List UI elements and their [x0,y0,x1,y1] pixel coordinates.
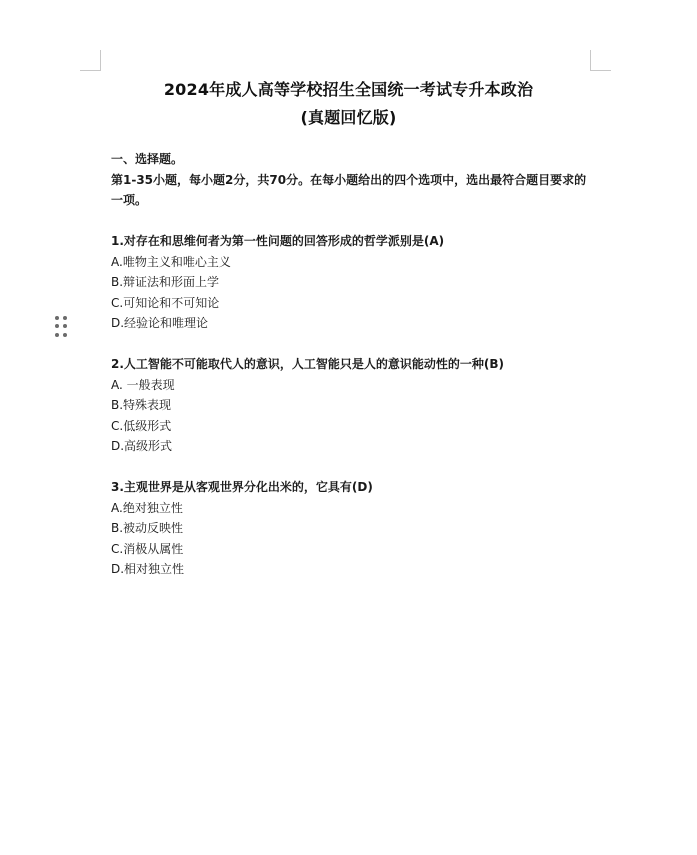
option-a: A.唯物主义和唯心主义 [111,254,231,269]
option-d: D.高级形式 [111,439,173,453]
document-body [111,149,591,580]
option-a: A. 一般表现 [111,377,175,392]
option-d: D.经验论和唯理论 [111,316,209,330]
option-b: B.被动反映性 [111,521,184,535]
question-stem: 1.对存在和思维何者为第一性问题的回答形成的哲学派别是(A) [111,234,445,248]
question-2 [111,354,591,457]
document-subtitle: (真题回忆版) [300,108,397,127]
question-1 [111,231,591,334]
question-stem: 3.主观世界是从客观世界分化出米的，它具有(D) [111,480,373,494]
option-b: B.辩证法和形面上学 [111,275,220,289]
crop-mark-top-left [80,50,101,71]
section-heading: 一、选择题。 [111,152,184,166]
option-a: A.绝对独立性 [111,500,183,515]
drag-handle-icon[interactable] [55,316,67,338]
option-c: C.消极从属性 [111,541,184,556]
option-b: B.特殊表现 [111,398,172,412]
option-d: D.相对独立性 [111,562,185,576]
question-stem: 2.人工智能不可能取代人的意识，人工智能只是人的意识能动性的一种(B) [111,357,505,371]
option-c: C.可知论和不可知论 [111,295,220,310]
crop-mark-top-right [590,50,611,71]
question-3 [111,477,591,580]
document-title: 2024年成人高等学校招生全国统一考试专升本政治 [163,80,534,99]
option-c: C.低级形式 [111,418,172,433]
section-instructions: 第1-35小题，每小题2分，共70分。在每小题给出的四个选项中，选出最符合题目要求的一项。 [111,172,587,207]
